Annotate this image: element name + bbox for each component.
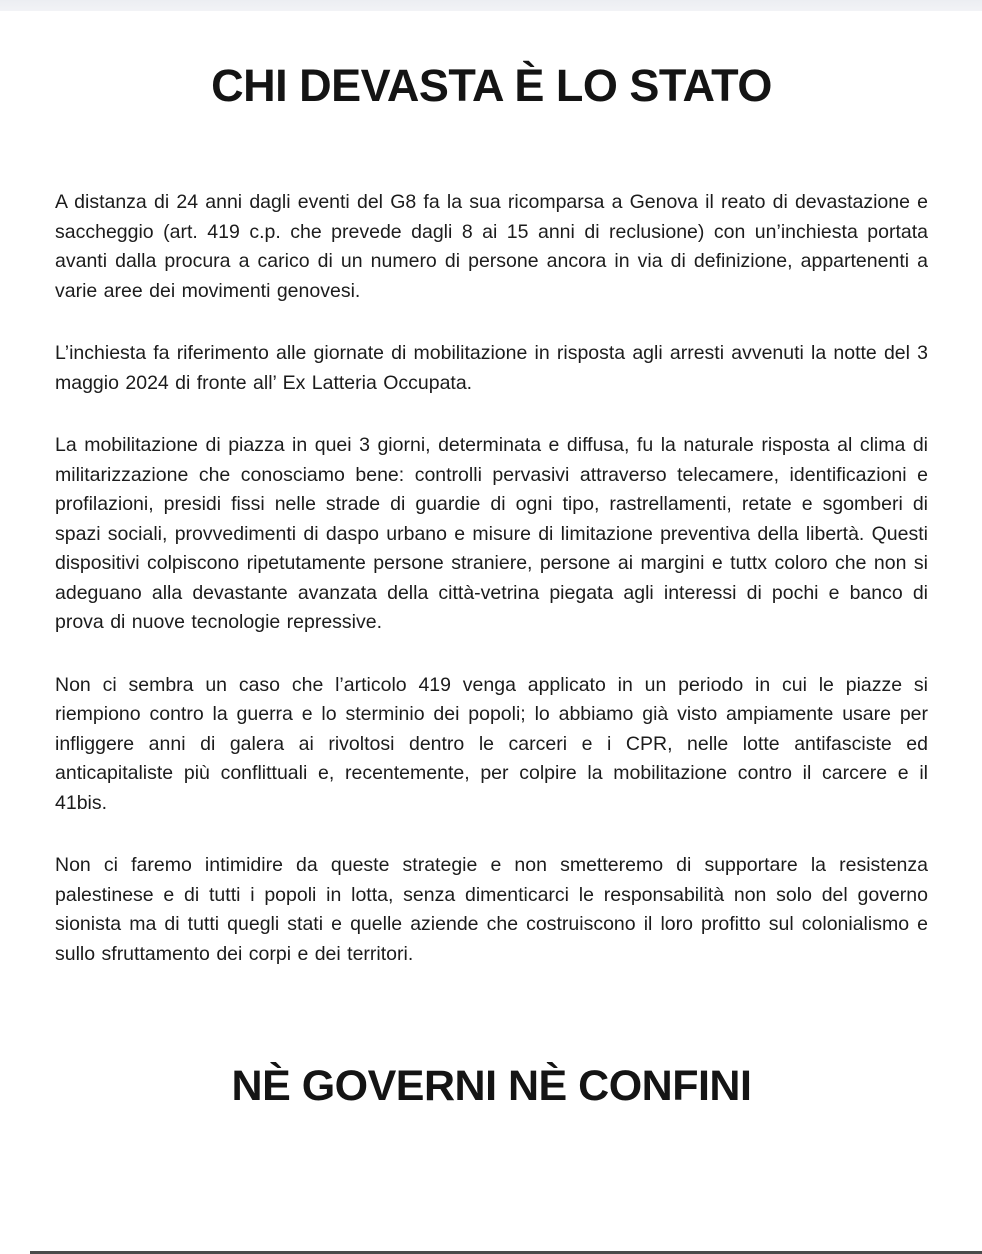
paragraph-3: La mobilitazione di piazza in quei 3 giorni, determinata e diffusa, fu la naturale risposta al clima di militarizzazione che conosciamo bene: controlli pervasivi attraverso telecamere, identificazioni e profilazioni, presidi fissi nelle strade di guardie di ogni tipo, rastrellamenti, retate e sgomberi di spazi sociali, provvedimenti di daspo urbano e misure di limitazione preventiva della libertà. Questi dispositivi colpiscono ripetutamente persone straniere, persone ai margini e tuttx coloro che non si adeguano alla devastante avanzata della città-vetrina piegata agli interessi di pochi e banco di prova di nuove tecnologie repressive. bbox=[55, 434, 928, 633]
paragraph-5: Non ci faremo intimidire da queste strategie e non smetteremo di supportare la resistenza palestinese e di tutti i popoli in lotta, senza dimenticarci le responsabilità non solo del governo sionista ma di tutti quegli stati e quelle aziende che costruiscono il loro profitto sul colonialismo e sullo sfruttamento dei corpi e dei territori. bbox=[55, 854, 928, 965]
page-title: CHI DEVASTA È LO STATO bbox=[211, 60, 772, 111]
paragraph-2: L’inchiesta fa riferimento alle giornate di mobilitazione in risposta agli arresti avvenuti la notte del 3 maggio 2024 di fronte all’ Ex Latteria Occupata. bbox=[55, 342, 928, 394]
top-edge-strip bbox=[0, 0, 982, 11]
paragraph-1: A distanza di 24 anni dagli eventi del G8 fa la sua ricomparsa a Genova il reato di devastazione e saccheggio (art. 419 c.p. che prevede dagli 8 ai 15 anni di reclusione) con un’inchiesta portata avanti dalla procura a carico di un numero di persone ancora in via di definizione, appartenenti a varie aree dei movimenti genovesi. bbox=[55, 191, 928, 302]
paragraph-4: Non ci sembra un caso che l’articolo 419 venga applicato in un periodo in cui le piazze si riempiono contro la guerra e lo sterminio dei popoli; lo abbiamo già visto ampiamente usare per infliggere anni di galera ai rivoltosi dentro le carceri e i CPR, nelle lotte antifasciste ed anticapitaliste più conflittuali e, recentemente, per colpire la mobilitazione contro il carcere e il 41bis. bbox=[55, 673, 928, 814]
footer-slogan: NÈ GOVERNI NÈ CONFINI bbox=[231, 1062, 752, 1110]
document-page bbox=[0, 11, 982, 1111]
